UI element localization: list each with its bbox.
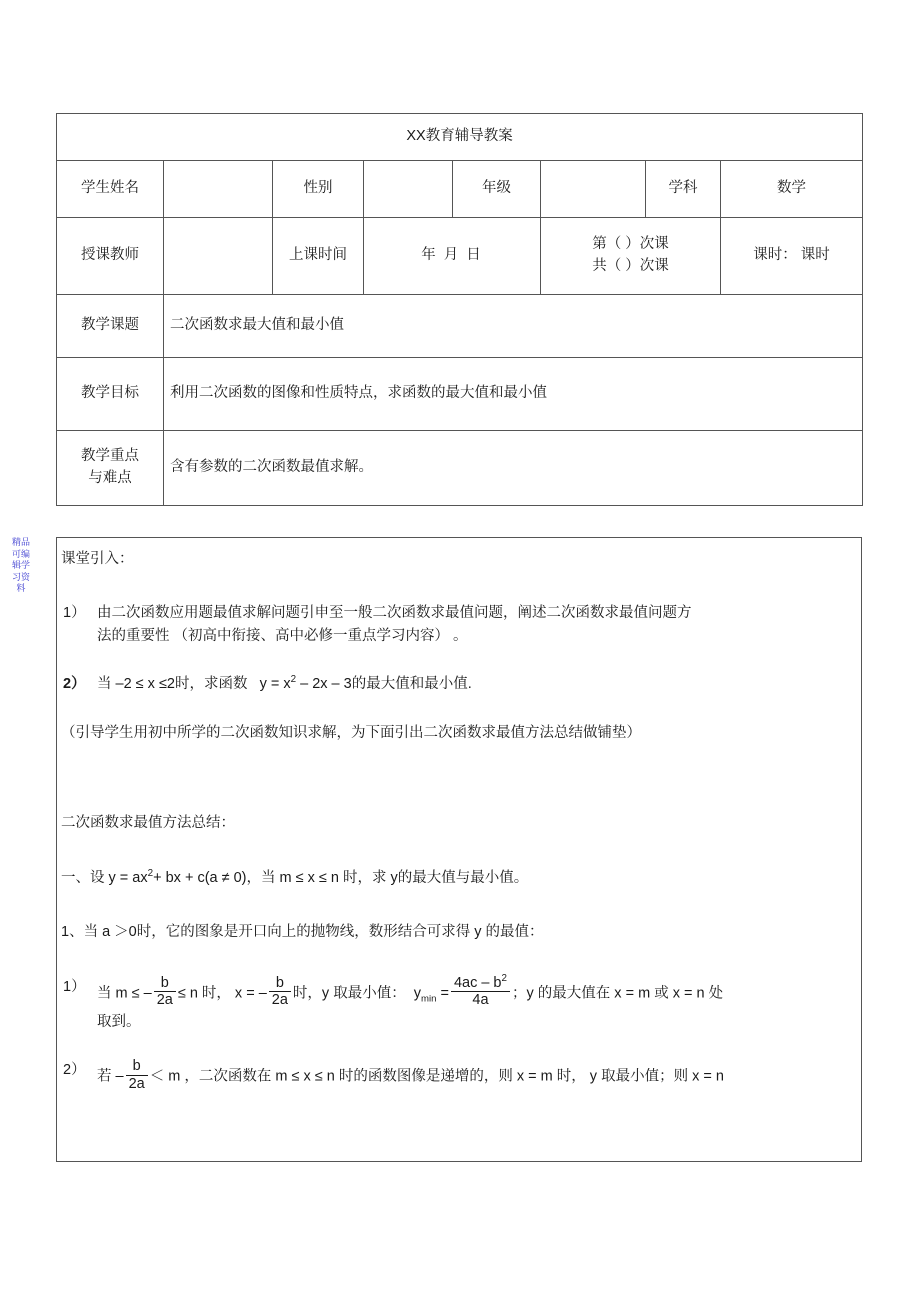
- sub-item-2-number: 2）: [63, 1062, 86, 1079]
- session-count-current: 第（ ）次课: [592, 236, 669, 253]
- summary-heading: 二次函数求最值方法总结：: [61, 815, 235, 832]
- section-a-positive: 1、当 a ＞0时，它的图象是开口向上的抛物线，数形结合可求得 y 的最值：: [61, 924, 544, 941]
- fraction-b-over-2a-3: [126, 1058, 148, 1093]
- fraction-numerator-text: 4ac – b: [453, 974, 502, 991]
- intro-note: （引导学生用初中所学的二次函数知识求解，为下面引出二次函数求最值方法总结做铺垫）: [61, 724, 641, 741]
- document-title: XX教育辅导教案: [57, 114, 863, 161]
- table-row-topic: [57, 295, 863, 358]
- table-row-student: [57, 161, 863, 218]
- intro-item-1-number: 1）: [63, 605, 86, 622]
- fraction-b-over-2a-1: [154, 975, 176, 1010]
- session-count-total: 共（ ）次课: [592, 258, 669, 274]
- value-key-points[interactable]: 含有参数的二次函数最值求解。: [164, 431, 863, 506]
- value-class-hours[interactable]: 课时： 课时: [721, 218, 863, 295]
- intro-item-1: [61, 602, 855, 624]
- label-key-points: [57, 431, 164, 506]
- sub-item-1-line2: 取到。: [97, 1013, 141, 1030]
- session-count-cell[interactable]: [541, 218, 721, 295]
- intro-heading: 课堂引入：: [61, 551, 134, 567]
- value-class-time[interactable]: 年 月 日: [364, 218, 541, 295]
- value-subject[interactable]: 数学: [721, 161, 863, 218]
- sub1-text-1: 当 m ≤ –: [97, 985, 152, 1002]
- intro-item-2-number: 2）: [63, 676, 86, 693]
- sub-item-1-text: [97, 972, 855, 1011]
- fraction-numerator: b: [275, 974, 284, 991]
- label-key-points-line1: 教学重点: [81, 448, 139, 465]
- value-grade[interactable]: [541, 161, 646, 218]
- section-one-exponent: 2: [147, 867, 154, 879]
- table-row-teacher: [57, 218, 863, 295]
- value-student-name[interactable]: [164, 161, 273, 218]
- sub-item-1-number-spacer: [61, 1011, 97, 1033]
- formula-exponent: 2: [290, 674, 297, 686]
- table-row-goal: [57, 358, 863, 431]
- sub-item-2: [61, 1059, 855, 1094]
- fraction-4ac-minus-b2-over-4a: [451, 972, 510, 1010]
- fraction-numerator: b: [132, 1058, 141, 1075]
- label-teaching-topic: 教学课题: [57, 295, 164, 358]
- lesson-content-box: [56, 537, 862, 1162]
- table-row-key-points: [57, 431, 863, 506]
- section-one-suffix: 的最大值与最小值。: [397, 869, 529, 886]
- sub-item-1: [61, 972, 855, 1011]
- sub2-text-1: 若 –: [97, 1068, 124, 1085]
- intro-item-2-suffix: 的最大值和最小值.: [351, 676, 472, 693]
- label-key-points-line2: 与难点: [88, 470, 132, 486]
- value-gender[interactable]: [364, 161, 453, 218]
- watermark-text: 精品可编辑学习资料: [11, 538, 30, 594]
- formula-y-equals-x: y = x: [259, 676, 291, 693]
- ymin-equals: =: [440, 985, 449, 1002]
- label-class-time: 上课时间: [273, 218, 364, 295]
- intro-item-2-text: [97, 673, 855, 695]
- fraction-numerator-exponent: 2: [501, 972, 507, 984]
- label-teaching-goal: 教学目标: [57, 358, 164, 431]
- intro-item-2-formula: [252, 676, 352, 692]
- label-teacher: 授课教师: [57, 218, 164, 295]
- intro-item-1-line2: 法的重要性 （初高中衔接、高中必修一重点学习内容） 。: [97, 627, 468, 644]
- intro-item-1-text: [97, 602, 855, 624]
- section-one-middle: ，当 m ≤ x ≤ n 时，求: [246, 869, 387, 886]
- fraction-denominator: 2a: [154, 991, 176, 1009]
- sub1-text-3: 时，y 取最小值：: [292, 985, 406, 1002]
- value-teacher[interactable]: [164, 218, 273, 295]
- lesson-info-table: [56, 113, 863, 506]
- section-one-variable-y: y: [390, 869, 398, 886]
- label-gender: 性别: [273, 161, 364, 218]
- intro-item-1-number-spacer: [61, 625, 97, 647]
- sub-item-1-cont: [61, 1011, 855, 1033]
- label-grade: 年级: [453, 161, 541, 218]
- intro-item-1-cont: [61, 625, 855, 647]
- sub-item-1-number: 1）: [63, 978, 86, 995]
- fraction-denominator: 4a: [451, 991, 510, 1009]
- sub1-text-4: ；y 的最大值在 x = m 或 x = n 处: [512, 985, 724, 1002]
- intro-item-1-line1: 由二次函数应用题最值求解问题引申至一般二次函数求最值问题，阐述二次函数求最值问题方: [97, 605, 692, 622]
- ymin-label: y: [413, 985, 422, 1002]
- label-subject: 学科: [646, 161, 721, 218]
- section-one-prefix: 一、设: [61, 869, 105, 886]
- formula-remainder: – 2x – 3: [300, 676, 352, 693]
- value-teaching-goal[interactable]: 利用二次函数的图像和性质特点，求函数的最大值和最小值: [164, 358, 863, 431]
- section-one-formula-a: y = ax: [108, 869, 148, 886]
- label-student-name: 学生姓名: [57, 161, 164, 218]
- sub2-text-2: ＜ m ，二次函数在 m ≤ x ≤ n 时的函数图像是递增的，则 x = m 时， y 取最小值；则 x = n: [149, 1068, 724, 1085]
- fraction-numerator: b: [160, 974, 169, 991]
- section-one-formula-b: + bx + c(a ≠ 0): [153, 869, 247, 886]
- fraction-denominator: 2a: [269, 991, 291, 1009]
- sub1-text-2: ≤ n 时， x = –: [177, 985, 267, 1002]
- intro-item-2-prefix: 当 –2 ≤ x ≤2时，求函数: [97, 676, 248, 693]
- fraction-numerator: [451, 972, 510, 992]
- fraction-b-over-2a-2: [269, 975, 291, 1010]
- ymin-subscript: min: [421, 993, 437, 1004]
- fraction-denominator: 2a: [126, 1075, 148, 1093]
- table-row-title: [57, 114, 863, 161]
- intro-item-2: [61, 673, 855, 695]
- value-teaching-topic[interactable]: 二次函数求最大值和最小值: [164, 295, 863, 358]
- section-one: [61, 867, 855, 889]
- sub-item-2-text: [97, 1059, 855, 1094]
